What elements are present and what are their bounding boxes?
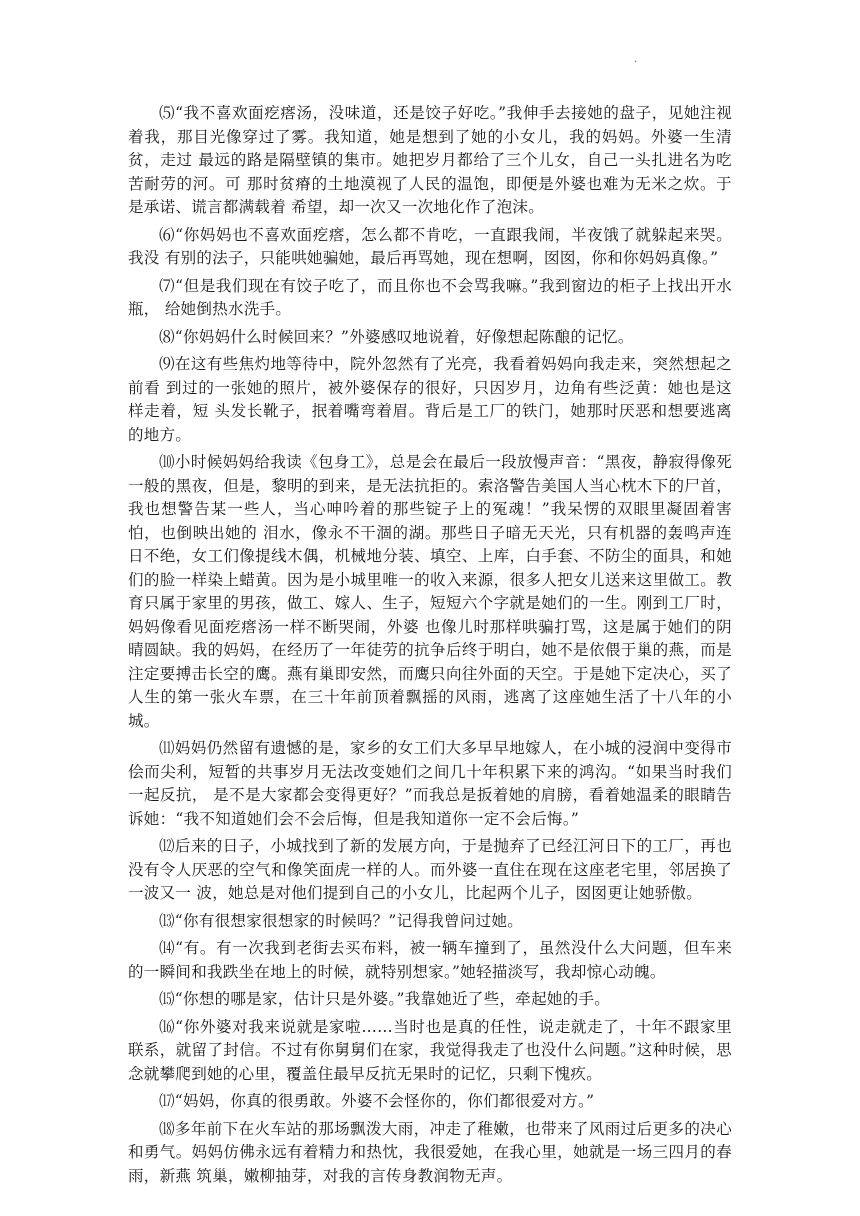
paragraph-11: ⑾妈妈仍然留有遗憾的是，家乡的女工们大多早早地嫁人，在小城的浸润中变得市侩而尖利，短暂的共事岁月无法改变她们之间几十年积累下来的鸿沟。“如果当时我们一起反抗， 是不是大家都会变得更好？”而我总是扳着她的肩膀，看着她温柔的眼睛告诉她：“我不知道她们会不会后悔，但是我知道你一定不会后悔。”	[128, 739, 732, 828]
paragraph-17: ⒄“妈妈，你真的很勇敢。外婆不会怪你的，你们都很爱对方。”	[159, 1092, 595, 1110]
article-body	[128, 102, 732, 1192]
paragraph-7: ⑺“但是我们现在有饺子吃了，而且你也不会骂我嘛。”我到窗边的柜子上找出开水瓶， 给她倒热水洗手。	[128, 276, 732, 318]
paragraph-13: ⒀“你有很想家很想家的时候吗？”记得我曾问过她。	[159, 911, 524, 930]
paragraph-5: ⑸“我不喜欢面疙瘩汤，没味道，还是饺子好吃。”我伸手去接她的盘子，见她注视着我，那目光像穿过了雾。我知道，她是想到了她的小女儿，我的妈妈。外婆一生清贫，走过 最远的路是隔壁镇的集市。她把岁月都给了三个儿女，自己一头扎进名为吃苦耐劳的河。可 那时贫瘠的土地漠视了人民的温饱，即便是外婆也难为无米之炊。于是承诺、谎言都满载着 希望，却一次又一次地化作了泡沫。	[128, 104, 732, 216]
paragraph-14: ⒁“有。有一次我到老街去买布料，被一辆车撞到了，虽然没什么大问题，但车来的一瞬间和我跌坐在地上的时候，就特别想家。”她轻描淡写，我却惊心动魄。	[128, 939, 732, 981]
paragraph-18: ⒅多年前下在火车站的那场飘泼大雨，冲走了稚嫩，也带来了风雨过后更多的决心和勇气。妈妈仿佛永远有着精力和热忱，我很爱她，在我心里，她就是一场三四月的春雨，新燕 筑巢，嫩柳抽芽，对我的言传身教润物无声。	[128, 1119, 732, 1185]
paragraph-9: ⑼在这有些焦灼地等待中，院外忽然有了光亮，我看着妈妈向我走来，突然想起之前看 到过的一张她的照片，被外婆保存的很好，只因岁月，边角有些泛黄：她也是这样走着，短 头发长靴子，抿着嘴弯着眉。背后是工厂的铁门，她那时厌恶和想要逃离的地方。	[128, 355, 732, 444]
paragraph-12: ⑿后来的日子，小城找到了新的发展方向，于是抛弃了已经江河日下的工厂，再也没有令人厌恶的空气和像笑面虎一样的人。而外婆一直住在现在这座老宅里，邻居换了一波又一 波，她总是对他们提到自己的小女儿，比起两个儿子，囡囡更让她骄傲。	[128, 837, 732, 902]
header-mark: .	[634, 54, 638, 65]
paragraph-10: ⑽小时候妈妈给我读《包身工》，总是会在最后一段放慢声音：“黑夜，静寂得像死一般的黑夜，但是，黎明的到来，是无法抗拒的。索洛警告美国人当心枕木下的尸首，我也想警告某一些人，当心呻吟着的那些锭子上的冤魂！”我呆愣的双眼里凝固着害怕，也倒映出她的 泪水，像永不干涸的湖。那些日子暗无天光，只有机器的轰鸣声连日不绝，女工们像提线木偶，机械地分装、填空、上库，白手套、不防尘的面具，和她们的脸一样染上蜡黄。因为是小城里唯一的收入来源，很多人把女儿送来这里做工。教育只属于家里的男孩，做工、嫁人、生子，短短六个字就是她们的一生。刚到工厂时，妈妈像看见面疙瘩汤一样不断哭闹，外婆 也像儿时那样哄骗打骂，这是属于她们的阴晴圆缺。我的妈妈，在经历了一年徒劳的抗争后终于明白，她不是依偎于巢的燕，而是注定要搏击长空的鹰。燕有巢即安然，而鹰只向往外面的天空。于是她下定决心，买了人生的第一张火车票，在三十年前顶着飘摇的风雨，逃离了这座她生活了十八年的小城。	[128, 453, 732, 730]
paragraph-16: ⒃“你外婆对我来说就是家啦……当时也是真的任性，说走就走了，十年不跟家里联系，就留了封信。不过有你舅舅们在家，我觉得我走了也没什么问题。”这种时候，思念就攀爬到她的心里，覆盖住最早反抗无果时的记忆，只剩下愧疚。	[128, 1017, 732, 1083]
paragraph-8: ⑻“你妈妈什么时候回来？”外婆感叹地说着，好像想起陈酿的记忆。	[159, 327, 634, 346]
paragraph-15: ⒂“你想的哪是家，估计只是外婆。”我靠她近了些，牵起她的手。	[159, 990, 611, 1008]
paragraph-6: ⑹“你妈妈也不喜欢面疙瘩，怎么都不肯吃，一直跟我闹，半夜饿了就躲起来哭。我没 有别的法子，只能哄她骗她，最后再骂她，现在想啊，囡囡，你和你妈妈真像。”	[128, 225, 732, 267]
